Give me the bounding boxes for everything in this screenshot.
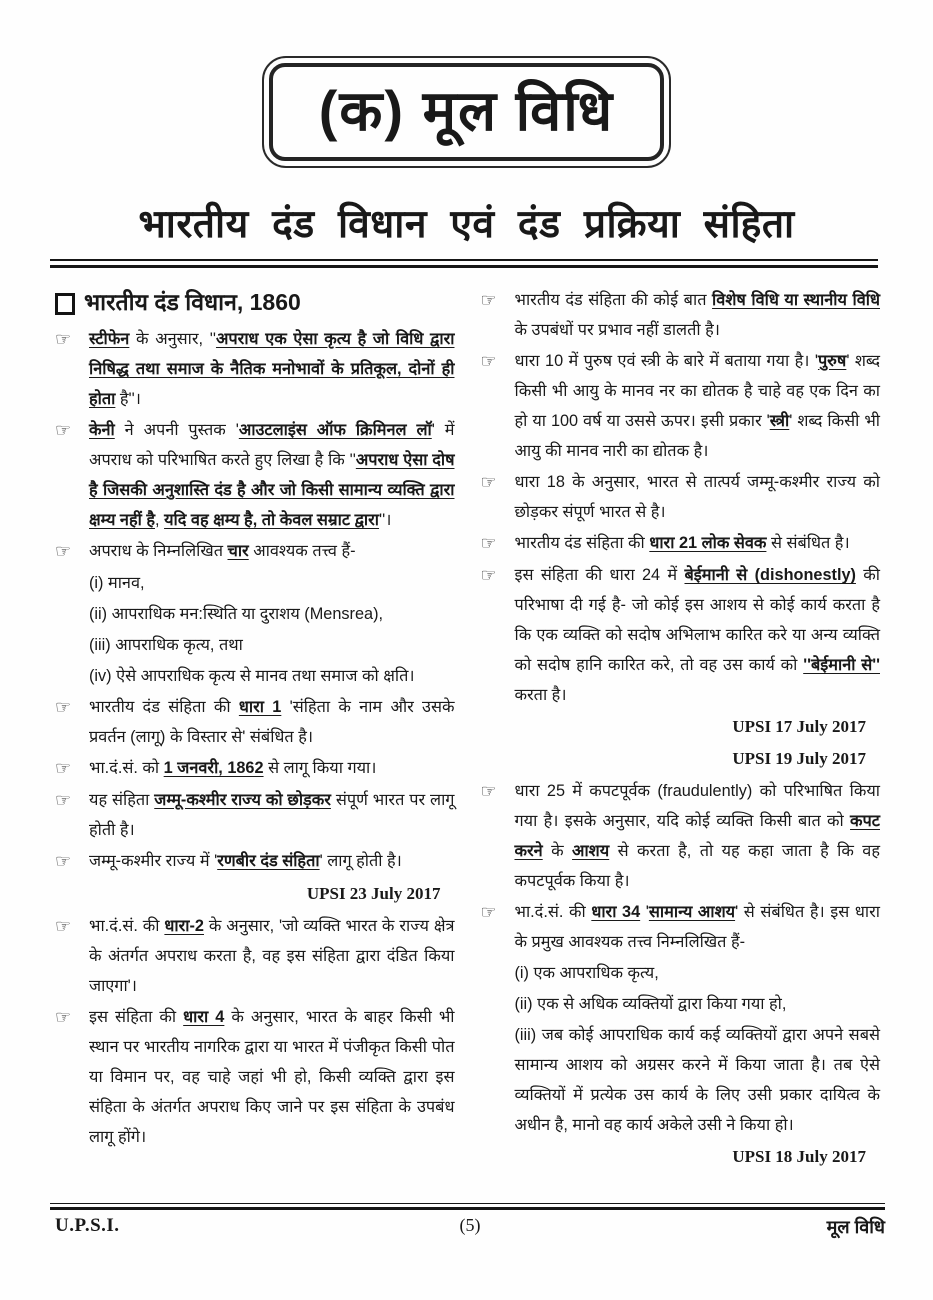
pointing-hand-icon: ☞ xyxy=(55,541,72,562)
pointing-hand-icon: ☞ xyxy=(480,902,497,923)
item-text: जम्मू-कश्मीर राज्य में 'रणबीर दंड संहिता' लागू होती है। xyxy=(89,852,402,870)
pointing-hand-icon: ☞ xyxy=(480,781,497,802)
item-text: भा.दं.सं. की धारा-2 के अनुसार, 'जो व्यक्ति भारत के राज्य क्षेत्र के अंतर्गत अपराध करता है, वह इस संहिता द्वारा दंडित किया जाएगा'। xyxy=(89,917,455,995)
page-footer xyxy=(55,1215,885,1243)
pointing-hand-icon: ☞ xyxy=(55,1007,72,1028)
two-column-body xyxy=(55,284,880,1174)
list-item xyxy=(55,1002,455,1152)
pointing-hand-icon: ☞ xyxy=(55,790,72,811)
pointing-hand-icon: ☞ xyxy=(480,565,497,586)
footer-divider xyxy=(50,1203,885,1210)
list-item xyxy=(55,324,455,414)
list-item xyxy=(55,846,455,877)
exam-reference: UPSI 19 July 2017 xyxy=(732,749,866,768)
left-column xyxy=(55,284,455,1174)
list-item xyxy=(481,285,881,345)
item-text: स्टीफेन के अनुसार, ''अपराध एक ऐसा कृत्य है जो विधि द्वारा निषिद्ध तथा समाज के नैतिक मनोभावों के प्रतिकूल, दोनों ही होता है''। xyxy=(89,330,455,408)
pointing-hand-icon: ☞ xyxy=(55,916,72,937)
item-text: (ii) आपराधिक मन:स्थिति या दुराशय (Mensrea), xyxy=(89,605,384,623)
item-text: इस संहिता की धारा 24 में बेईमानी से (dishonestly) की परिभाषा दी गई है- जो कोई इस आशय से कोई कार्य करता है कि एक व्यक्ति को सदोष अभिलाभ कारित करे या अन्य व्यक्ति को सदोष हानि कारित करे, तो वह उस कार्य को ''बेईमानी से'' करता है। xyxy=(514,566,880,704)
footer-section: मूल विधि xyxy=(826,1217,885,1237)
list-item xyxy=(481,528,881,559)
item-text: (ii) एक से अधिक व्यक्तियों द्वारा किया गया हो, xyxy=(514,995,787,1013)
sub-item xyxy=(55,599,455,629)
pointing-hand-icon: ☞ xyxy=(55,697,72,718)
item-text: धारा 18 के अनुसार, भारत से तात्पर्य जम्मू-कश्मीर राज्य को छोड़कर संपूर्ण भारत से है। xyxy=(514,473,880,521)
sub-item xyxy=(55,630,455,660)
pointing-hand-icon: ☞ xyxy=(55,851,72,872)
sub-item xyxy=(481,989,881,1019)
pointing-hand-icon: ☞ xyxy=(480,533,497,554)
pointing-hand-icon: ☞ xyxy=(55,329,72,350)
chapter-title: (क) मूल विधि xyxy=(269,63,664,161)
sub-item xyxy=(481,958,881,988)
item-text: भारतीय दंड संहिता की धारा 1 'संहिता के नाम और उसके प्रवर्तन (लागू) के विस्तार से' संबंधित है। xyxy=(89,698,455,746)
page-title: भारतीय दंड विधान एवं दंड प्रक्रिया संहिता xyxy=(138,203,795,246)
list-item xyxy=(481,897,881,957)
right-column xyxy=(481,284,881,1174)
chapter-title-box xyxy=(262,56,671,168)
item-text: धारा 25 में कपटपूर्वक (fraudulently) को परिभाषित किया गया है। इसके अनुसार, यदि कोई व्यक्ति किसी बात को कपट करने के आशय से करता है, तो यह कहा जाता है कि वह कपटपूर्वक किया है। xyxy=(514,782,880,890)
item-text: भारतीय दंड संहिता की कोई बात विशेष विधि या स्थानीय विधि के उपबंधों पर प्रभाव नहीं डालती है। xyxy=(514,291,880,339)
list-item xyxy=(55,415,455,535)
pointing-hand-icon: ☞ xyxy=(480,351,497,372)
footer-publication: U.P.S.I. xyxy=(55,1215,120,1236)
pointing-hand-icon: ☞ xyxy=(55,420,72,441)
pointing-hand-icon: ☞ xyxy=(55,758,72,779)
item-text: भारतीय दंड संहिता की धारा 21 लोक सेवक से संबंधित है। xyxy=(514,534,850,552)
section-header xyxy=(55,286,455,318)
item-text: धारा 10 में पुरुष एवं स्त्री के बारे में बताया गया है। 'पुरुष' शब्द किसी भी आयु के मानव नर का द्योतक है चाहे वह एक दिन का हो या 100 वर्ष या उससे ऊपर। इसी प्रकार 'स्त्री' शब्द किसी भी आयु की मानव नारी का द्योतक है। xyxy=(514,352,880,460)
item-text: भा.दं.सं. को 1 जनवरी, 1862 से लागू किया गया। xyxy=(89,759,377,777)
exam-reference: UPSI 17 July 2017 xyxy=(732,717,866,736)
pointing-hand-icon: ☞ xyxy=(480,472,497,493)
item-text: अपराध के निम्नलिखित चार आवश्यक तत्त्व हैं- xyxy=(89,542,356,560)
sub-item xyxy=(55,568,455,598)
left-column-items xyxy=(55,324,455,1152)
item-text: केनी ने अपनी पुस्तक 'आउटलाइंस ऑफ क्रिमिनल लॉ' में अपराध को परिभाषित करते हुए लिखा है कि ''अपराध ऐसा दोष है जिसकी अनुशास्ति दंड है और जो किसी सामान्य व्यक्ति द्वारा क्षम्य नहीं है, यदि वह क्षम्य है, तो केवल सम्राट द्वारा''। xyxy=(89,421,455,529)
list-item xyxy=(481,346,881,466)
page-number: (5) xyxy=(459,1215,481,1235)
pointing-hand-icon: ☞ xyxy=(480,290,497,311)
sub-item xyxy=(481,1020,881,1140)
heading-divider xyxy=(50,259,878,268)
exam-reference: UPSI 23 July 2017 xyxy=(306,884,441,903)
item-text: (iii) आपराधिक कृत्य, तथा xyxy=(89,636,243,654)
exam-reference: UPSI 18 July 2017 xyxy=(732,1147,866,1166)
list-item xyxy=(55,753,455,784)
list-item xyxy=(481,776,881,896)
list-item xyxy=(55,911,455,1001)
list-item xyxy=(481,560,881,710)
list-item xyxy=(55,785,455,845)
item-text: (iv) ऐसे आपराधिक कृत्य से मानव तथा समाज को क्षति। xyxy=(89,667,415,685)
list-item xyxy=(55,692,455,752)
item-text: इस संहिता की धारा 4 के अनुसार, भारत के बाहर किसी भी स्थान पर भारतीय नागरिक द्वारा या भारत में पंजीकृत किसी पोत या विमान पर, वह चाहे जहां भी हो, किसी व्यक्ति द्वारा इस संहिता के अंतर्गत अपराध किए जाने पर इस संहिता के उपबंध लागू होंगे। xyxy=(89,1008,455,1146)
item-text: (i) एक आपराधिक कृत्य, xyxy=(514,964,659,982)
right-column-items xyxy=(481,285,881,1172)
item-text: यह संहिता जम्मू-कश्मीर राज्य को छोड़कर संपूर्ण भारत पर लागू होती है। xyxy=(89,791,455,839)
sub-item xyxy=(55,661,455,691)
item-text: भा.दं.सं. की धारा 34 'सामान्य आशय' से संबंधित है। इस धारा के प्रमुख आवश्यक तत्त्व निम्नलिखित हैं- xyxy=(514,903,880,951)
section-header-label: भारतीय दंड विधान, 1860 xyxy=(84,289,301,315)
list-item xyxy=(55,536,455,567)
item-text: (i) मानव, xyxy=(89,574,145,592)
item-text: (iii) जब कोई आपराधिक कार्य कई व्यक्तियों द्वारा अपने सबसे सामान्य आशय को अग्रसर करने में किया जाता है। तब ऐसे व्यक्तियों में प्रत्येक उस कार्य के लिए उसी प्रकार दायित्व के अधीन है, मानो वह कार्य अकेले उसी ने किया हो। xyxy=(514,1026,880,1134)
square-bullet-icon xyxy=(55,293,75,315)
list-item xyxy=(481,467,881,527)
